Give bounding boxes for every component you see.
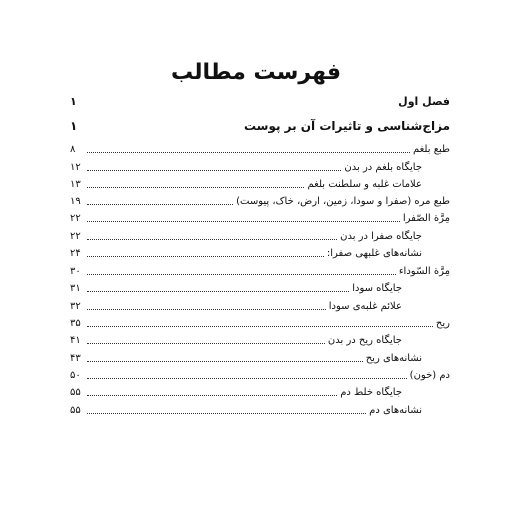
toc-page-number: ۵۵ — [70, 405, 81, 416]
dot-leader — [87, 412, 366, 414]
dot-leader — [87, 151, 410, 153]
page-title: فهرست مطالب — [170, 60, 342, 85]
toc-entry — [70, 366, 450, 382]
toc-entry-label: مِرَّة الصّفرا — [402, 213, 450, 224]
dot-leader — [87, 377, 407, 379]
toc-page-number: ۸ — [70, 144, 76, 155]
toc-entry — [70, 244, 450, 260]
toc-entry-label: طبع مره (صفرا و سودا، زمین، ارض، خاک، پیوست) — [236, 196, 450, 207]
toc-entry-label: علائم غلبه‌ی سودا — [328, 301, 402, 312]
toc-entry-label: طبع بلغم — [412, 144, 450, 155]
dot-leader — [87, 186, 304, 188]
toc-entry — [70, 349, 450, 365]
toc-page-number: ۱ — [70, 95, 77, 108]
toc-page-number: ۲۲ — [70, 213, 81, 224]
toc-page-number: ۳۵ — [70, 318, 81, 329]
toc-page-number: ۵۰ — [70, 370, 81, 381]
toc-entry-label: مِرَّة السّوداء — [398, 266, 450, 277]
toc-entry-label: جایگاه سودا — [352, 283, 402, 294]
toc-entry-label: جایگاه ریح در بدن — [327, 335, 402, 346]
dot-leader — [87, 203, 233, 205]
dot-leader — [87, 128, 241, 129]
toc-page-number: ۵۵ — [70, 387, 81, 398]
toc-entry-label: نشانه‌های ریح — [365, 353, 422, 364]
dot-leader — [87, 290, 349, 292]
dot-leader — [87, 169, 341, 171]
toc-entry-label: جایگاه صفرا در بدن — [340, 231, 422, 242]
toc-entry — [70, 192, 450, 208]
toc-entry — [70, 227, 450, 243]
dot-leader — [87, 273, 396, 275]
dot-leader — [87, 308, 326, 310]
dot-leader — [87, 394, 337, 396]
toc-page-number: ۱۲ — [70, 162, 81, 173]
toc-page-number: ۳۰ — [70, 266, 81, 277]
dot-leader — [87, 325, 433, 327]
toc-entry-label: دم (خون) — [409, 370, 450, 381]
dot-leader — [87, 255, 324, 257]
toc-entry-label: جایگاه بلغم در بدن — [344, 162, 422, 173]
toc-entry — [70, 297, 450, 313]
toc-page-number: ۲۲ — [70, 231, 81, 242]
dot-leader — [87, 360, 363, 362]
toc-entry-label: ریح — [435, 318, 450, 329]
toc-entry — [70, 175, 450, 191]
toc-entry-label: نشانه‌های دم — [369, 405, 422, 416]
toc-page-number: ۴۳ — [70, 353, 81, 364]
toc-page-number: ۳۲ — [70, 301, 81, 312]
toc-entry — [70, 314, 450, 330]
toc-page-number: ۱۳ — [70, 179, 81, 190]
toc-entry — [70, 209, 450, 225]
toc-entry — [70, 279, 450, 295]
toc-entry — [70, 116, 450, 132]
dot-leader — [87, 104, 395, 105]
toc-entry — [70, 92, 450, 108]
toc-page-number: ۲۴ — [70, 248, 81, 259]
dot-leader — [87, 238, 337, 240]
toc-entry — [70, 262, 450, 278]
toc-page-number: ۱ — [70, 119, 78, 133]
toc-entry-label: علامات غلبه و سلطنت بلغم — [307, 179, 422, 190]
toc-page-number: ۱۹ — [70, 196, 81, 207]
toc-entry — [70, 331, 450, 347]
toc-entry — [70, 383, 450, 399]
toc-entry-label: مزاج‌شناسی و تاثیرات آن بر پوست — [243, 119, 450, 133]
toc-entry-label: جایگاه خلط دم — [340, 387, 402, 398]
toc-entry-label: نشانه‌های غلبهی صفرا: — [326, 248, 422, 259]
toc-entry — [70, 158, 450, 174]
toc-entry-label: فصل اول — [398, 95, 450, 108]
dot-leader — [87, 342, 325, 344]
toc-page-number: ۳۱ — [70, 283, 81, 294]
toc-page-number: ۴۱ — [70, 335, 81, 346]
toc-entry — [70, 140, 450, 156]
dot-leader — [87, 220, 400, 222]
toc-entry — [70, 401, 450, 417]
